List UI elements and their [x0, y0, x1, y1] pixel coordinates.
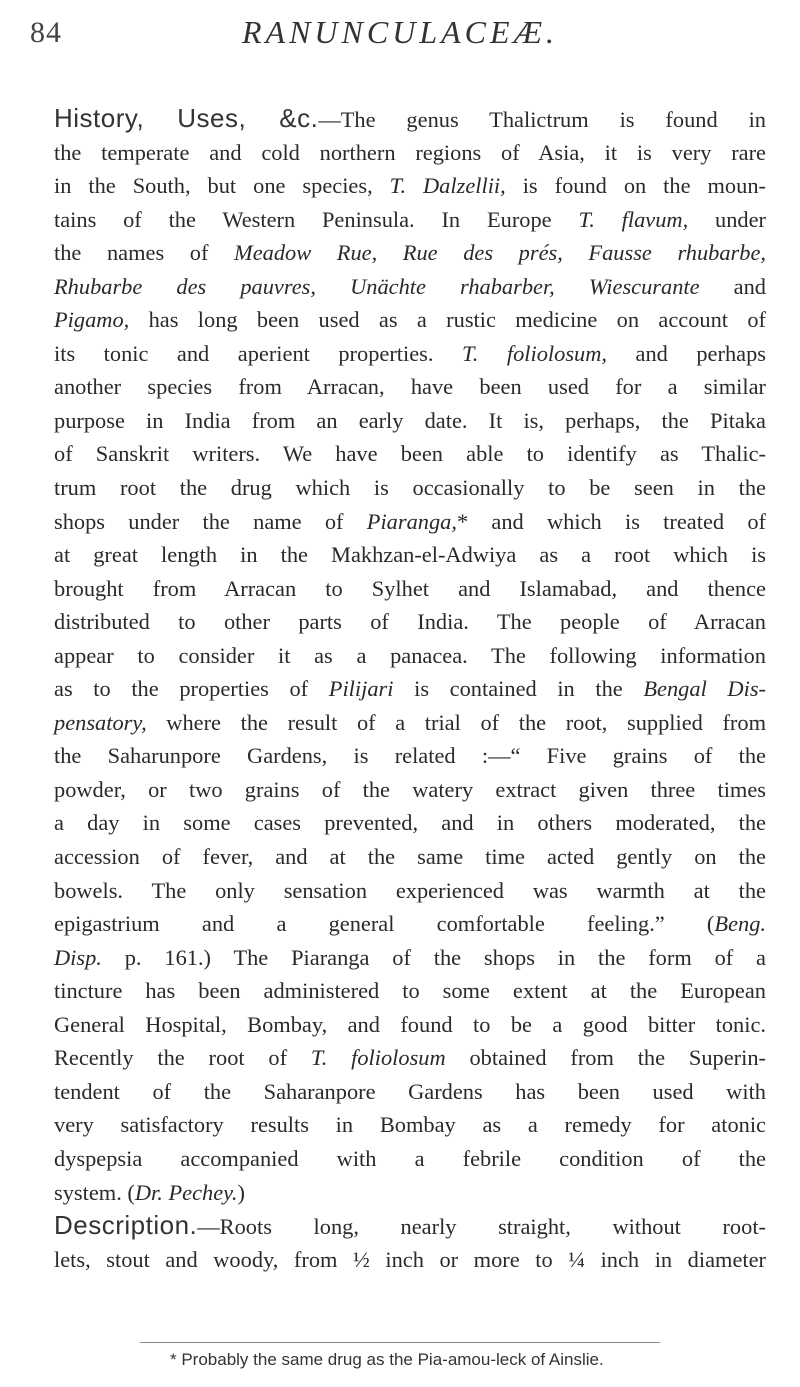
running-head: [30, 14, 770, 54]
history-line: [54, 437, 766, 471]
text-run: epigastrium and a general comfortable feeling.” (: [54, 911, 715, 937]
text-run: very satisfactory results in Bombay as a remedy for atonic: [54, 1112, 766, 1138]
text-run: powder, or two grains of the watery extract given three times: [54, 776, 766, 802]
italic-run: T. flavum,: [578, 206, 689, 232]
italic-run: Pilijari: [328, 676, 394, 702]
text-run: * and which is treated of: [456, 508, 766, 534]
history-line: [54, 169, 766, 203]
italic-run: Dr. Pechey.: [134, 1179, 238, 1205]
history-line: [54, 102, 766, 136]
history-line: [54, 1041, 766, 1075]
text-run: tincture has been administered to some extent at the European: [54, 978, 766, 1004]
text-run: at great length in the Makhzan-el-Adwiya as a root which is: [54, 542, 766, 568]
text-run: a day in some cases prevented, and in others moderated, the: [54, 810, 766, 836]
text-run: another species from Arracan, have been used for a similar: [54, 374, 766, 400]
text-run: in the South, but one species,: [54, 173, 390, 199]
text-run: its tonic and aperient properties.: [54, 340, 462, 366]
history-line: [54, 773, 766, 807]
history-line: [54, 840, 766, 874]
text-run: obtained from the Superin-: [445, 1045, 766, 1071]
section-title: RANUNCULACEÆ.: [241, 14, 559, 50]
history-line: [54, 672, 766, 706]
text-run: —Roots long, nearly straight, without root-: [197, 1214, 766, 1240]
italic-run: T. Dalzellii,: [389, 173, 506, 199]
text-run: is found on the moun-: [505, 173, 766, 199]
description-line: [54, 1209, 766, 1243]
description-line: [54, 1243, 766, 1277]
text-run: tendent of the Saharanpore Gardens has been used with: [54, 1078, 766, 1104]
text-run: appear to consider it as a panacea. The following information: [54, 642, 766, 668]
text-run: —The genus Thalictrum is found in: [318, 107, 766, 132]
history-line: [54, 907, 766, 941]
text-run: brought from Arracan to Sylhet and Islamabad, and thence: [54, 575, 766, 601]
text-run: Recently the root of: [54, 1045, 311, 1071]
history-paragraph: [54, 102, 766, 1209]
text-run: tains of the Western Peninsula. In Europe: [54, 206, 579, 232]
history-line: [54, 572, 766, 606]
text-run: and: [699, 273, 766, 299]
history-line: [54, 370, 766, 404]
history-line: [54, 1075, 766, 1109]
history-heading: History, Uses, &c.: [54, 103, 319, 133]
footnote-rule: [140, 1342, 660, 1343]
text-run: the names of: [54, 240, 235, 266]
history-line: [54, 136, 766, 170]
history-line: [54, 1142, 766, 1176]
text-run: system. (: [54, 1179, 135, 1205]
history-line: [54, 1008, 766, 1042]
text-run: is contained in the: [393, 676, 644, 702]
italic-run: T. foliolosum,: [461, 340, 608, 366]
text-run: dyspepsia accompanied with a febrile condition of the: [54, 1145, 766, 1171]
history-line: [54, 941, 766, 975]
text-run: purpose in India from an early date. It is, perhaps, the Pitaka: [54, 407, 766, 433]
history-line: [54, 471, 766, 505]
italic-run: Disp.: [54, 944, 102, 970]
footnote: * Probably the same drug as the Pia-amou-leck of Ainslie.: [170, 1350, 604, 1369]
text-run: the temperate and cold northern regions of Asia, it is very rare: [54, 139, 766, 165]
italic-run: pensatory,: [54, 709, 147, 735]
text-run: General Hospital, Bombay, and found to be a good bitter tonic.: [54, 1011, 766, 1037]
text-run: and perhaps: [607, 340, 766, 366]
text-run: distributed to other parts of India. The people of Arracan: [54, 609, 766, 635]
history-line: [54, 739, 766, 773]
history-line: [54, 605, 766, 639]
text-run: where the result of a trial of the root, supplied from: [146, 709, 766, 735]
history-line: [54, 974, 766, 1008]
text-run: has long been used as a rustic medicine on account of: [129, 307, 766, 333]
text-run: lets, stout and woody, from ½ inch or more to ¼ inch in diameter: [54, 1246, 766, 1272]
italic-run: Beng.: [714, 911, 766, 937]
italic-run: Rhubarbe des pauvres, Unächte rhabarber, Wiescurante: [54, 273, 700, 299]
italic-run: Pigamo,: [54, 307, 130, 333]
text-run: trum root the drug which is occasionally to be seen in the: [54, 475, 766, 501]
text-run: ): [237, 1179, 245, 1205]
history-line: [54, 639, 766, 673]
italic-run: Meadow Rue, Rue des prés, Fausse rhubarbe,: [234, 240, 767, 266]
history-line: [54, 874, 766, 908]
italic-run: T. foliolosum: [310, 1045, 446, 1071]
history-line: [54, 538, 766, 572]
text-run: p. 161.) The Piaranga of the shops in the form of a: [101, 944, 766, 970]
text-run: bowels. The only sensation experienced was warmth at the: [54, 877, 766, 903]
history-line: [54, 505, 766, 539]
description-heading: Description.: [54, 1210, 198, 1241]
text-run: as to the properties of: [54, 676, 329, 702]
history-line: [54, 203, 766, 237]
history-line: [54, 1176, 766, 1210]
history-line: [54, 404, 766, 438]
history-line: [54, 270, 766, 304]
history-line: [54, 806, 766, 840]
history-line: [54, 1108, 766, 1142]
body-text: [54, 102, 766, 1276]
history-line: [54, 236, 766, 270]
text-run: the Saharunpore Gardens, is related :—“ Five grains of the: [54, 743, 766, 769]
italic-run: Bengal Dis-: [643, 676, 766, 702]
history-line: [54, 706, 766, 740]
text-run: under: [688, 206, 766, 232]
description-paragraph: [54, 1209, 766, 1276]
history-line: [54, 337, 766, 371]
italic-run: Piaranga,: [366, 508, 457, 534]
text-run: of Sanskrit writers. We have been able to identify as Thalic-: [54, 441, 766, 467]
text-run: accession of fever, and at the same time acted gently on the: [54, 844, 766, 870]
history-line: [54, 303, 766, 337]
page-number: 84: [30, 16, 62, 49]
text-run: shops under the name of: [54, 508, 367, 534]
